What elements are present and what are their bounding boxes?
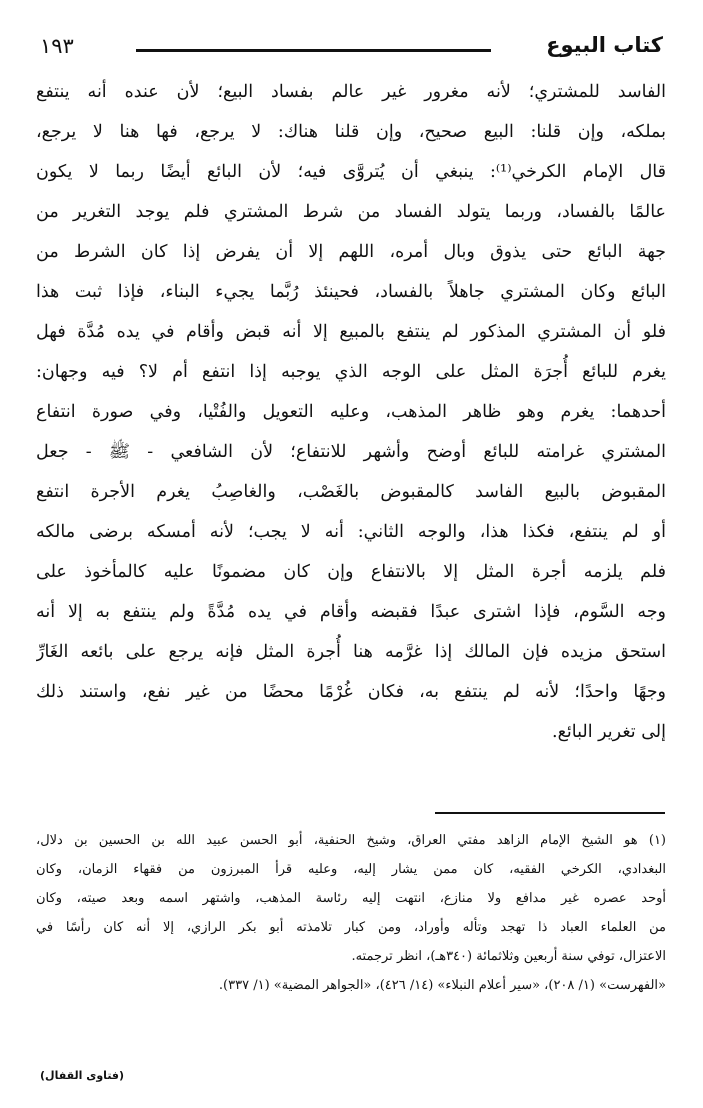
- text-line: المشتري غرامته للبائع أوضح وأشهر للانتفاع؛ لأن الشافعي - ﷺ - جعل: [36, 442, 666, 462]
- text-line: وجهًا واحدًا؛ لأنه لم ينتفع به، فكان غُرْمًا محضًا من غير نفع، واستند ذلك: [36, 682, 666, 702]
- text-line: استحق مزيده فإن المالك إذا غرَّمه هنا أُجرة المثل فإنه يرجع على بائعه الغَارِّ: [36, 642, 666, 662]
- footnote-line: (١) هو الشيخ الإمام الزاهد مفتي العراق، وشيخ الحنفية، أبو الحسن عبيد الله بن الحسين بن دلال،: [36, 833, 666, 848]
- footnote-line: الاعتزال، توفي سنة أربعين وثلاثمائة (٣٤٠هـ)، انظر ترجمته.: [351, 949, 666, 964]
- text-line: المقبوض بالبيع الفاسد كالمقبوض بالغَصْب، والغاصِبُ يغرم الأجرة انتفع: [36, 482, 666, 502]
- running-title: كتاب البيوع: [546, 33, 663, 57]
- footnote-line: «الفهرست» (١/ ٢٠٨)، «سير أعلام النبلاء» (١٤/ ٤٢٦)، «الجواهر المضية» (١/ ٣٣٧).: [218, 978, 666, 993]
- footnote-separator: [435, 812, 665, 814]
- text-line: فلم يلزمه أجرة المثل إلا بالانتفاع وإن كان مضمونًا عليه كالمأخوذ على: [36, 562, 666, 582]
- text-line: أو لم ينتفع، فكذا هذا، والوجه الثاني: أنه لا يجب؛ لأنه أمسكه برضى مالكه: [36, 522, 666, 542]
- text-line: فلو أن المشتري المذكور لم ينتفع بالمبيع إلا أنه قبض وأقام في يده مُدَّة فهل: [36, 322, 666, 342]
- text-line: الفاسد للمشتري؛ لأنه مغرور غير عالم بفساد البيع؛ لأن عنده أنه ينتفع: [36, 82, 666, 102]
- footnote-line: من العلماء العباد ذا تهجد وتأله وأوراد، ومن كبار تلامذته أبو بكر الرازي، إلا أنه كان رأسًا في: [36, 920, 666, 935]
- main-text: [36, 72, 666, 752]
- text-line: قال الإمام الكرخي⁽¹⁾: ينبغي أن يُتروَّى فيه؛ لأن البائع أيضًا ربما لا يكون: [36, 162, 666, 182]
- page-header: [40, 30, 663, 64]
- page-number: ١٩٣: [40, 34, 74, 58]
- text-line: أحدهما: يغرم وهو ظاهر المذهب، وعليه التعويل والفُتْيا، وفي صورة انتفاع: [36, 402, 666, 422]
- footnotes: [36, 826, 666, 1000]
- text-line: يغرم للبائع أُجرَة المثل على الوجه الذي يوجبه إذا انتفع أم لا؟ فيه وجهان:: [36, 362, 666, 382]
- book-tag: (فتاوى القفال): [40, 1069, 125, 1082]
- footnote-line: البغدادي، الكرخي الفقيه، كان ممن يشار إليه، وعليه قرأ المبرزون من فقهاء الزمان، وكان: [36, 862, 666, 877]
- text-line: جهة البائع حتى يذوق وبال أمره، اللهم إلا أن يفرض إذا كان الشرط من: [36, 242, 666, 262]
- header-rule: [136, 49, 491, 52]
- text-line: بملكه، وإن قلنا: البيع صحيح، وإن قلنا هناك: لا يرجع، فها هنا لا يرجع،: [36, 122, 666, 142]
- text-line: عالمًا بالفساد، وربما يتولد الفساد من شرط المشتري فلم يوجد التغرير من: [36, 202, 666, 222]
- footnote-line: أوحد عصره غير مدافع ولا منازع، انتهت إليه رئاسة المذهب، واشتهر اسمه وبعد صيته، وكان: [36, 891, 666, 906]
- text-line: إلى تغرير البائع.: [552, 722, 666, 742]
- text-line: البائع وكان المشتري جاهلاً بالفساد، فحينئذ رُبَّما يجيء البناء، فإذا ثبت هذا: [36, 282, 666, 302]
- text-line: وجه السَّوم، فإذا اشترى عبدًا فقبضه وأقام في يده مُدَّةً ولم ينتفع به إلا أنه: [36, 602, 666, 622]
